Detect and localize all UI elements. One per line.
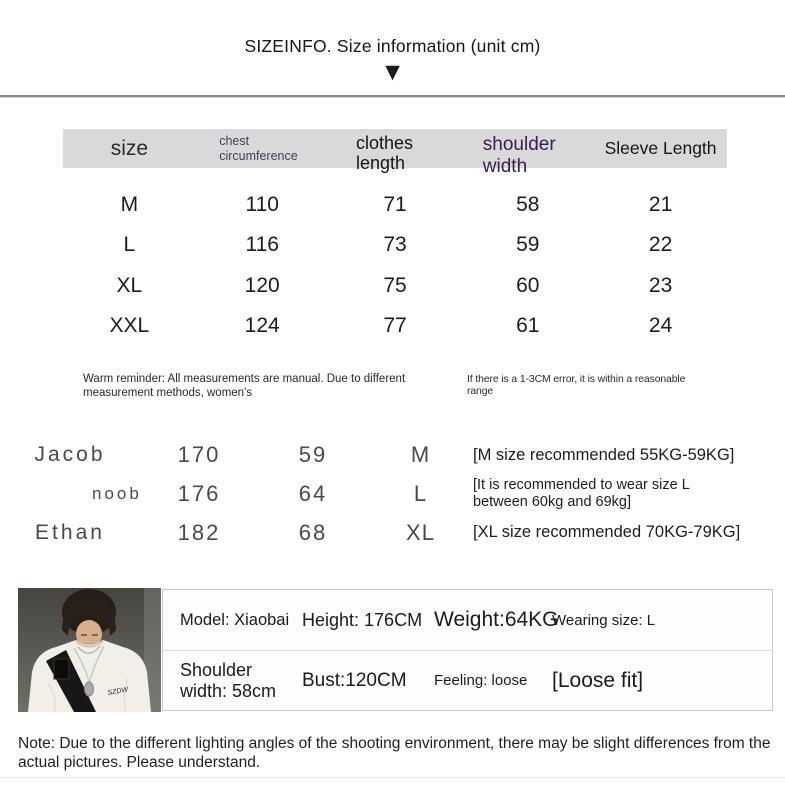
feeling-label: Feeling: loose [434, 672, 528, 689]
model-size: XL [406, 519, 435, 545]
cell-clothes-length: 73 [383, 233, 407, 257]
column-header-label: shoulder width [482, 134, 556, 177]
cell-size: XL [116, 273, 143, 297]
model-weight: 68 [298, 519, 328, 545]
cell-size: XXL [109, 314, 150, 338]
cell-chest: 110 [245, 193, 279, 217]
size-recommendation: [It is recommended to wear size L between 60kg and 69kg] [473, 476, 690, 511]
cell-sleeve-length: 21 [648, 193, 673, 217]
cell-chest: 116 [245, 233, 279, 257]
cell-sleeve-length: 23 [648, 273, 673, 297]
column-header-sleeve-length [594, 129, 727, 168]
cell-clothes-length: 77 [383, 314, 407, 338]
table-row [63, 225, 727, 265]
warm-reminder-text: Warm reminder: All measurements are manual. Due to different measurement methods, women's [83, 373, 406, 399]
model-height: 182 [177, 519, 221, 545]
wearing-size-label: Wearing size: L [552, 611, 656, 629]
column-header-label: clothes length [355, 132, 414, 173]
model-recommendation-table [0, 436, 785, 552]
model-name: noob [92, 484, 142, 504]
svg-text:SZDW: SZDW [107, 686, 129, 697]
size-recommendation: [M size recommended 55KG-59KG] [473, 445, 735, 464]
model-row [0, 513, 785, 552]
fit-label: [Loose fit] [552, 668, 644, 692]
model-weight: 64 [298, 481, 328, 507]
model-name-label: Model: Xiaobai [180, 610, 290, 629]
model-height-label: Height: 176CM [302, 609, 423, 630]
cell-shoulder-width: 58 [516, 193, 540, 217]
column-header-chest-circumference [196, 129, 329, 168]
table-row [63, 185, 727, 225]
bust-label: Bust:120CM [302, 669, 407, 691]
arrow-down-icon: ▼ [385, 61, 400, 83]
column-header-label: chest circumference [219, 134, 298, 163]
model-name: Ethan [35, 520, 105, 544]
column-header-label: Sleeve Length [604, 138, 717, 158]
column-header-size [63, 129, 196, 168]
model-info-panel [162, 589, 773, 711]
cell-sleeve-length: 24 [648, 314, 673, 338]
model-name: Jacob [34, 443, 106, 467]
title-divider [0, 95, 785, 98]
model-size: L [413, 481, 428, 507]
cell-chest: 124 [244, 314, 280, 338]
model-height: 170 [177, 442, 221, 468]
cell-chest: 120 [244, 273, 280, 297]
cell-size: L [123, 233, 136, 257]
column-header-clothes-length [329, 129, 462, 173]
cell-shoulder-width: 60 [516, 273, 540, 297]
cell-sleeve-length: 22 [648, 233, 673, 257]
model-row [0, 436, 785, 475]
model-size: M [410, 442, 431, 468]
cell-shoulder-width: 59 [516, 233, 540, 257]
model-row [0, 475, 785, 514]
model-photo-illustration [18, 588, 161, 712]
size-table-header [63, 129, 727, 177]
model-info-row [163, 650, 772, 710]
model-weight-label: Weight:64KG [434, 608, 559, 631]
bottom-divider [0, 777, 785, 778]
model-height: 176 [177, 481, 221, 507]
cell-clothes-length: 71 [383, 193, 407, 217]
table-row [63, 306, 727, 346]
size-table-body [63, 185, 727, 346]
model-info-row [163, 590, 772, 650]
shoulder-width-label: Shoulder width: 58cm [180, 659, 277, 701]
table-row [63, 266, 727, 306]
page-title: SIZEINFO. Size information (unit cm) [244, 36, 541, 56]
error-tolerance-text: If there is a 1-3CM error, it is within a reasonable range [467, 374, 686, 398]
model-photo [18, 588, 161, 712]
size-recommendation: [XL size recommended 70KG-79KG] [473, 523, 741, 542]
model-weight: 59 [298, 442, 328, 468]
column-header-label: size [110, 136, 149, 160]
cell-shoulder-width: 61 [516, 314, 540, 338]
footer-note: Note: Due to the different lighting angles of the shooting environment, there may be slight differences from the actual pictures. Please understand. [18, 735, 771, 771]
cell-size: M [120, 193, 139, 217]
column-header-shoulder-width [461, 129, 594, 177]
cell-clothes-length: 75 [383, 273, 407, 297]
